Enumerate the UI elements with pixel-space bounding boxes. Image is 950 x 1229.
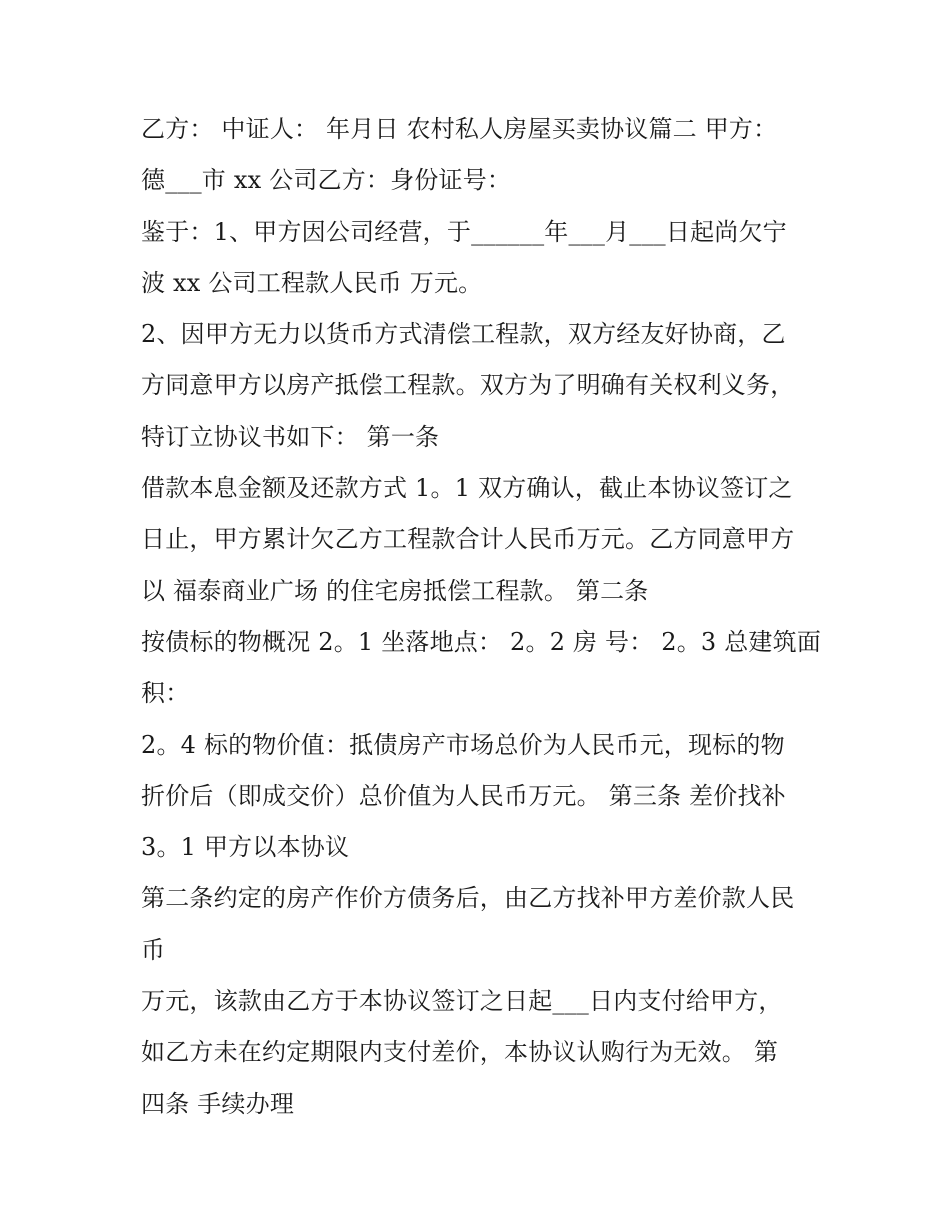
text-line-14: 折价后（即成交价）总价值为人民币万元。 第三条 差价找补 [141,781,786,810]
text-line-11: 按债标的物概况 2。1 坐落地点： 2。2 房 号： 2。3 总建筑面 [141,627,822,656]
text-line-5: 2、因甲方无力以货币方式清偿工程款，双方经友好协商，乙 [141,320,786,349]
text-line-2: 德___市 xx 公司乙方：身份证号： [141,166,512,195]
text-line-15: 3。1 甲方以本协议 [141,833,350,862]
text-line-16: 第二条约定的房产作价方债务后，由乙方找补甲方差价款人民 [141,884,795,913]
text-line-13: 2。4 标的物价值：抵债房产市场总价为人民币元，现标的物 [141,730,785,759]
text-line-17: 币 [141,935,166,964]
document-body [141,104,831,1130]
text-line-10: 以 福泰商业广场 的住宅房抵偿工程款。 第二条 [141,576,649,605]
text-line-8: 借款本息金额及还款方式 1。1 双方确认，截止本协议签订之 [141,474,793,503]
text-line-4: 波 xx 公司工程款人民币 万元。 [141,268,483,297]
text-line-3: 鉴于：1、甲方因公司经营，于______年___月___日起尚欠宁 [141,217,787,246]
text-line-19: 如乙方未在约定期限内支付差价，本协议认购行为无效。 第 [141,1038,779,1067]
text-line-1: 乙方： 中证人： 年月日 农村私人房屋买卖协议篇二 甲方： [141,115,778,143]
text-line-12: 积： [141,679,190,708]
text-line-18: 万元，该款由乙方于本协议签订之日起___日内支付给甲方， [141,987,783,1016]
text-line-6: 方同意甲方以房产抵偿工程款。双方为了明确有关权利义务， [141,371,795,400]
text-line-7: 特订立协议书如下： 第一条 [141,422,440,451]
text-line-9: 日止，甲方累计欠乙方工程款合计人民币万元。乙方同意甲方 [141,525,795,554]
text-line-20: 四条 手续办理 [141,1089,295,1118]
